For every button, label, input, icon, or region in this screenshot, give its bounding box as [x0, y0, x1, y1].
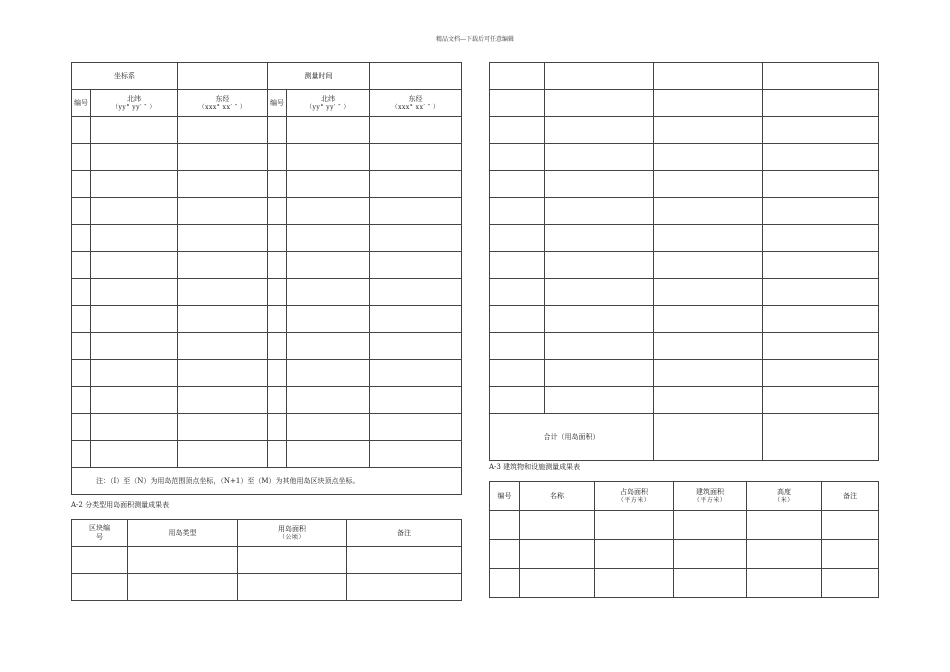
coord-note: 注：（I）至（N）为用岛范围顶点坐标，（N+1）至（M）为其他用岛区块顶点坐标。: [72, 468, 462, 495]
table-row: [490, 333, 879, 360]
table-cell[interactable]: [91, 360, 178, 387]
building-table: [489, 481, 879, 598]
table-cell[interactable]: [763, 279, 879, 306]
coordinate-table: [71, 62, 462, 495]
total-row: [490, 414, 879, 461]
table-cell[interactable]: [654, 279, 763, 306]
table-cell[interactable]: [72, 574, 128, 601]
table-cell[interactable]: [520, 511, 595, 540]
coord-header-row-2: [72, 90, 462, 117]
table-cell[interactable]: [178, 441, 268, 468]
table-row: [490, 540, 879, 569]
table-row: [490, 252, 879, 279]
caption-a2: A-2 分类型用岛面积测量成果表: [71, 501, 170, 509]
table-cell[interactable]: [545, 144, 654, 171]
table-cell[interactable]: [287, 360, 370, 387]
table-cell[interactable]: [128, 547, 238, 574]
col-lat-header-right: [287, 90, 370, 117]
table-cell[interactable]: [822, 540, 879, 569]
table-row: [72, 171, 462, 198]
table-row: [490, 360, 879, 387]
table-cell[interactable]: [72, 144, 91, 171]
table-cell[interactable]: [545, 333, 654, 360]
area-header-row: [72, 520, 462, 547]
table-cell[interactable]: [763, 198, 879, 225]
building-header-row: [490, 482, 879, 511]
table-cell[interactable]: [268, 117, 287, 144]
table-cell[interactable]: [490, 117, 545, 144]
table-cell[interactable]: [490, 511, 520, 540]
col-build-area-header: [674, 482, 747, 511]
page-header: 精品文档---下载后可任意编辑: [435, 36, 515, 43]
table-cell[interactable]: [72, 547, 128, 574]
table-row: [490, 387, 879, 414]
table-row: [490, 225, 879, 252]
table-cell[interactable]: [178, 171, 268, 198]
col-lon-header-left: [178, 90, 268, 117]
table-cell[interactable]: [545, 306, 654, 333]
table-cell[interactable]: [595, 511, 674, 540]
table-cell[interactable]: [268, 279, 287, 306]
col-area-header: [238, 520, 347, 547]
table-cell[interactable]: [370, 360, 462, 387]
table-row: [490, 306, 879, 333]
table-cell[interactable]: [370, 117, 462, 144]
table-cell[interactable]: [91, 279, 178, 306]
table-cell[interactable]: [763, 333, 879, 360]
col-height-unit: （米）: [774, 496, 794, 504]
col-lon-format: （xxx° xx′ ″ ）: [198, 103, 247, 111]
col-land-area-label: 占岛面积: [620, 487, 648, 496]
area-table: [71, 519, 462, 601]
table-cell[interactable]: [545, 117, 654, 144]
continuation-table-body: [490, 63, 879, 414]
table-cell[interactable]: [654, 171, 763, 198]
col-building-no-header: 编号: [490, 482, 520, 511]
table-cell[interactable]: [91, 225, 178, 252]
col-area-unit: （公顷）: [278, 533, 305, 541]
table-cell[interactable]: [287, 279, 370, 306]
table-cell[interactable]: [763, 144, 879, 171]
table-cell[interactable]: [178, 387, 268, 414]
col-lon-label: 东经: [215, 94, 230, 103]
table-cell[interactable]: [545, 63, 654, 90]
table-cell[interactable]: [72, 117, 91, 144]
table-cell[interactable]: [91, 387, 178, 414]
col-building-remark-header: 备注: [822, 482, 879, 511]
table-cell[interactable]: [178, 117, 268, 144]
table-cell[interactable]: [763, 306, 879, 333]
col-area-label: 用岛面积: [278, 524, 306, 533]
total-value[interactable]: [654, 414, 763, 461]
table-cell[interactable]: [595, 569, 674, 598]
col-land-area-unit: （平方米）: [617, 496, 651, 504]
table-row: [72, 198, 462, 225]
table-cell[interactable]: [545, 387, 654, 414]
table-cell[interactable]: [654, 333, 763, 360]
col-no-header-left: 编号: [72, 90, 91, 117]
caption-a3: A-3 建筑物和设施测量成果表: [489, 463, 581, 471]
col-block-no-header: 区块编号: [72, 520, 128, 547]
table-row: [72, 547, 462, 574]
table-cell[interactable]: [654, 144, 763, 171]
table-cell[interactable]: [822, 511, 879, 540]
table-row: [490, 117, 879, 144]
table-cell[interactable]: [490, 63, 545, 90]
col-name-header: 名称: [520, 482, 595, 511]
table-cell[interactable]: [72, 333, 91, 360]
table-row: [490, 279, 879, 306]
table-cell[interactable]: [545, 360, 654, 387]
table-row: [490, 144, 879, 171]
building-table-body: [490, 511, 879, 598]
table-cell[interactable]: [370, 198, 462, 225]
table-cell[interactable]: [490, 225, 545, 252]
table-cell[interactable]: [545, 90, 654, 117]
table-cell[interactable]: [595, 540, 674, 569]
table-cell[interactable]: [822, 569, 879, 598]
table-cell[interactable]: [287, 387, 370, 414]
table-row: [490, 198, 879, 225]
table-row: [72, 117, 462, 144]
table-cell[interactable]: [268, 441, 287, 468]
table-cell[interactable]: [238, 574, 347, 601]
table-cell[interactable]: [268, 306, 287, 333]
table-cell[interactable]: [490, 279, 545, 306]
table-cell[interactable]: [674, 569, 747, 598]
table-cell[interactable]: [654, 90, 763, 117]
table-cell[interactable]: [747, 511, 822, 540]
table-cell[interactable]: [545, 198, 654, 225]
col-no-header-right: 编号: [268, 90, 287, 117]
table-cell[interactable]: [490, 171, 545, 198]
table-cell[interactable]: [490, 569, 520, 598]
table-row: [72, 144, 462, 171]
table-cell[interactable]: [268, 198, 287, 225]
table-cell[interactable]: [490, 252, 545, 279]
table-cell[interactable]: [72, 171, 91, 198]
table-row: [72, 414, 462, 441]
table-cell[interactable]: [287, 225, 370, 252]
col-height-header: [747, 482, 822, 511]
table-cell[interactable]: [287, 333, 370, 360]
coord-header-row-1: [72, 63, 462, 90]
table-row: [72, 225, 462, 252]
total-label: 合计（用岛面积）: [490, 414, 654, 461]
col-lon-label: 东经: [408, 94, 423, 103]
table-cell[interactable]: [654, 117, 763, 144]
table-cell[interactable]: [370, 414, 462, 441]
table-cell[interactable]: [490, 198, 545, 225]
table-cell[interactable]: [763, 90, 879, 117]
col-remark-header: 备注: [347, 520, 462, 547]
table-cell[interactable]: [178, 144, 268, 171]
table-cell[interactable]: [490, 540, 520, 569]
table-cell[interactable]: [72, 252, 91, 279]
table-cell[interactable]: [287, 414, 370, 441]
table-cell[interactable]: [268, 387, 287, 414]
table-cell[interactable]: [370, 144, 462, 171]
table-cell[interactable]: [178, 198, 268, 225]
table-cell[interactable]: [91, 414, 178, 441]
table-cell[interactable]: [370, 252, 462, 279]
table-cell[interactable]: [654, 360, 763, 387]
table-cell[interactable]: [490, 144, 545, 171]
table-cell[interactable]: [72, 414, 91, 441]
table-cell[interactable]: [287, 306, 370, 333]
table-cell[interactable]: [178, 360, 268, 387]
table-cell[interactable]: [268, 252, 287, 279]
table-cell[interactable]: [268, 414, 287, 441]
table-row: [72, 360, 462, 387]
table-row: [72, 387, 462, 414]
coord-system-label: 坐标系: [72, 63, 178, 90]
table-cell[interactable]: [763, 171, 879, 198]
table-cell[interactable]: [287, 144, 370, 171]
table-cell[interactable]: [763, 63, 879, 90]
table-cell[interactable]: [674, 540, 747, 569]
table-cell[interactable]: [490, 333, 545, 360]
col-build-area-label: 建筑面积: [696, 487, 724, 496]
total-remark[interactable]: [763, 414, 879, 461]
table-cell[interactable]: [545, 279, 654, 306]
table-cell[interactable]: [654, 198, 763, 225]
table-cell[interactable]: [545, 171, 654, 198]
table-row: [490, 171, 879, 198]
table-cell[interactable]: [763, 117, 879, 144]
table-row: [72, 306, 462, 333]
table-row: [72, 333, 462, 360]
col-lon-format: （xxx° xx′ ″ ）: [391, 103, 440, 111]
table-cell[interactable]: [72, 279, 91, 306]
table-cell[interactable]: [91, 117, 178, 144]
table-cell[interactable]: [763, 387, 879, 414]
table-row: [490, 511, 879, 540]
table-cell[interactable]: [91, 171, 178, 198]
table-cell[interactable]: [370, 171, 462, 198]
table-cell[interactable]: [268, 171, 287, 198]
table-cell[interactable]: [763, 360, 879, 387]
table-cell[interactable]: [178, 333, 268, 360]
table-cell[interactable]: [268, 225, 287, 252]
table-cell[interactable]: [520, 569, 595, 598]
table-cell[interactable]: [654, 252, 763, 279]
table-cell[interactable]: [287, 117, 370, 144]
col-lat-label: 北纬: [321, 94, 335, 103]
table-cell[interactable]: [490, 90, 545, 117]
table-row: [72, 574, 462, 601]
table-cell[interactable]: [72, 387, 91, 414]
table-cell[interactable]: [763, 225, 879, 252]
col-build-area-unit: （平方米）: [693, 496, 727, 504]
table-cell[interactable]: [178, 225, 268, 252]
table-cell[interactable]: [490, 360, 545, 387]
table-row: [72, 279, 462, 306]
table-cell[interactable]: [347, 574, 462, 601]
table-cell[interactable]: [91, 198, 178, 225]
table-cell[interactable]: [72, 441, 91, 468]
coord-system-value[interactable]: [178, 63, 268, 90]
table-cell[interactable]: [178, 306, 268, 333]
table-cell[interactable]: [128, 574, 238, 601]
table-row: [72, 252, 462, 279]
table-cell[interactable]: [91, 144, 178, 171]
table-cell[interactable]: [178, 279, 268, 306]
table-cell[interactable]: [654, 225, 763, 252]
col-height-label: 高度: [777, 487, 791, 496]
table-cell[interactable]: [72, 225, 91, 252]
survey-time-label: 测量时间: [268, 63, 370, 90]
table-cell[interactable]: [268, 333, 287, 360]
col-lon-header-right: [370, 90, 462, 117]
coord-note-row: [72, 468, 462, 495]
table-cell[interactable]: [178, 252, 268, 279]
table-cell[interactable]: [91, 252, 178, 279]
table-cell[interactable]: [72, 198, 91, 225]
survey-time-value[interactable]: [370, 63, 462, 90]
table-cell[interactable]: [370, 441, 462, 468]
table-row: [72, 441, 462, 468]
table-cell[interactable]: [238, 547, 347, 574]
table-cell[interactable]: [370, 225, 462, 252]
continuation-table: [489, 62, 879, 461]
table-cell[interactable]: [178, 414, 268, 441]
table-cell[interactable]: [91, 306, 178, 333]
table-cell[interactable]: [370, 279, 462, 306]
col-lat-label: 北纬: [127, 94, 141, 103]
table-row: [490, 569, 879, 598]
table-cell[interactable]: [268, 144, 287, 171]
table-cell[interactable]: [287, 198, 370, 225]
area-table-body: [72, 547, 462, 601]
col-land-area-header: [595, 482, 674, 511]
table-cell[interactable]: [654, 387, 763, 414]
table-cell[interactable]: [91, 333, 178, 360]
table-cell[interactable]: [347, 547, 462, 574]
table-cell[interactable]: [370, 387, 462, 414]
table-cell[interactable]: [520, 540, 595, 569]
col-lat-format: （yy° yy′ ″ ）: [112, 103, 156, 111]
coord-table-body: [72, 117, 462, 468]
table-cell[interactable]: [490, 306, 545, 333]
table-cell[interactable]: [370, 333, 462, 360]
table-cell[interactable]: [545, 225, 654, 252]
table-cell[interactable]: [91, 441, 178, 468]
table-cell[interactable]: [268, 360, 287, 387]
table-cell[interactable]: [72, 360, 91, 387]
table-cell[interactable]: [654, 306, 763, 333]
table-cell[interactable]: [763, 252, 879, 279]
table-cell[interactable]: [747, 540, 822, 569]
table-cell[interactable]: [287, 441, 370, 468]
table-cell[interactable]: [287, 171, 370, 198]
col-lat-header-left: [91, 90, 178, 117]
table-row: [490, 63, 879, 90]
col-use-type-header: 用岛类型: [128, 520, 238, 547]
table-cell[interactable]: [545, 252, 654, 279]
table-cell[interactable]: [747, 569, 822, 598]
table-cell[interactable]: [654, 63, 763, 90]
table-cell[interactable]: [490, 387, 545, 414]
table-cell[interactable]: [287, 252, 370, 279]
table-row: [490, 90, 879, 117]
col-lat-format: （yy° yy′ ″ ）: [306, 103, 350, 111]
table-cell[interactable]: [674, 511, 747, 540]
table-cell[interactable]: [370, 306, 462, 333]
table-cell[interactable]: [72, 306, 91, 333]
